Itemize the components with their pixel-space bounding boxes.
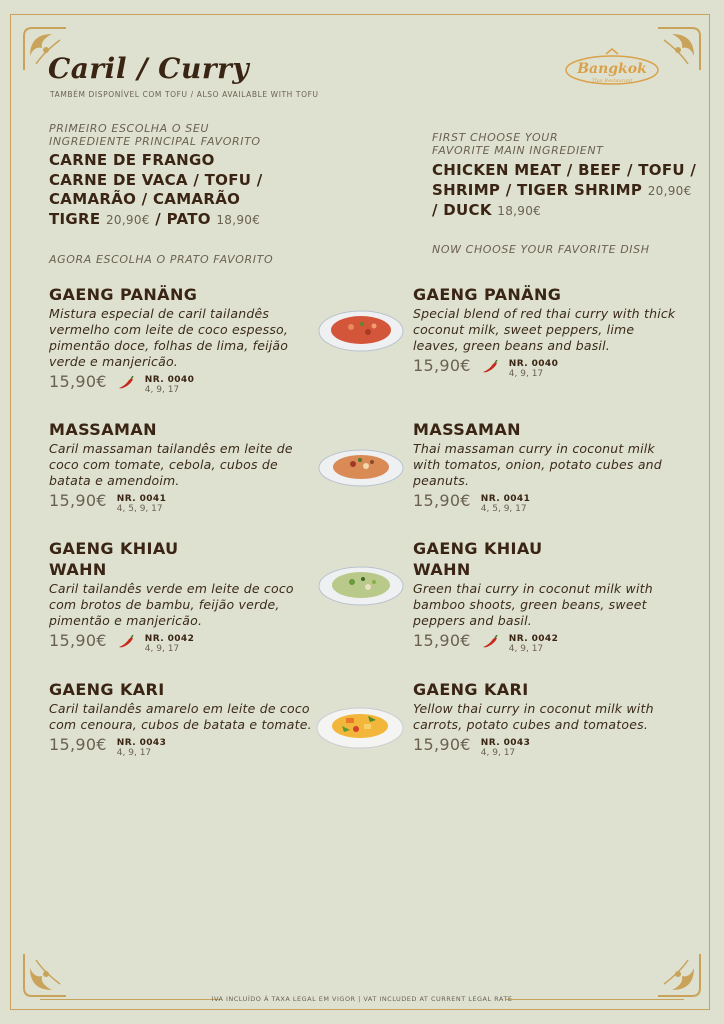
dish-name: GAENG KARI [413, 680, 529, 699]
item-number: NR. 0040 [508, 359, 559, 369]
dish-price: 15,90€ [49, 372, 107, 391]
menu-item-gaeng-kari-en [413, 679, 683, 758]
dish-price: 15,90€ [413, 735, 471, 754]
restaurant-logo [562, 48, 662, 88]
dish-price: 15,90€ [413, 491, 471, 510]
allergens: 4, 9, 17 [508, 644, 544, 654]
vat-note: IVA INCLUÍDO À TAXA LEGAL EM VIGOR | VAT INCLUDED AT CURRENT LEGAL RATE [211, 995, 513, 1003]
dish-price: 15,90€ [413, 631, 471, 650]
dish-description: Green thai curry in coconut milk with bamboo shoots, green beans, sweet peppers and basil. [413, 581, 653, 628]
choose-dish-label-pt: AGORA ESCOLHA O PRATO FAVORITO [49, 253, 274, 266]
item-number: NR. 0041 [480, 494, 531, 504]
price-duck: 18,90€ [497, 204, 542, 218]
dish-description: Special blend of red thai curry with thick coconut milk, sweet peppers, lime leaves, green beans and basil. [413, 306, 676, 353]
tofu-availability-note: TAMBÉM DISPONÍVEL COM TOFU / ALSO AVAILABLE WITH TOFU [50, 90, 319, 99]
dish-description: Caril tailandês amarelo em leite de coco com cenoura, cubos de batata e tomate. [49, 701, 312, 732]
ingredient-list-pt: CARNE DE FRANGO CARNE DE VACA / TOFU / CAMARÃO / CAMARÃO TIGRE 20,90€ / PATO 18,90€ [49, 151, 263, 228]
dish-name: GAENG PANÄNG [49, 285, 198, 304]
dish-price: 15,90€ [413, 356, 471, 375]
allergens: 4, 5, 9, 17 [116, 504, 163, 514]
allergens: 4, 9, 17 [480, 748, 516, 758]
chili-pepper-icon [481, 360, 499, 374]
allergens: 4, 9, 17 [508, 369, 544, 379]
ingredient-list-en: CHICKEN MEAT / BEEF / TOFU / SHRIMP / TIGER SHRIMP 20,90€ / DUCK 18,90€ [432, 161, 697, 219]
corner-ornament-icon [656, 26, 702, 72]
price-premium: 20,90€ [105, 212, 150, 227]
menu-item-massaman-pt [49, 419, 314, 514]
dish-price: 15,90€ [49, 735, 107, 754]
massaman-curry-bowl-photo [318, 444, 404, 490]
allergens: 4, 5, 9, 17 [480, 504, 527, 514]
dish-price: 15,90€ [49, 631, 107, 650]
item-number: NR. 0042 [144, 634, 195, 644]
dish-name: GAENG PANÄNG [413, 285, 562, 304]
allergens: 4, 9, 17 [144, 644, 180, 654]
menu-item-gaeng-khiau-wahn-pt [49, 538, 314, 654]
menu-item-gaeng-panang-pt [49, 284, 314, 395]
dish-name: GAENG KHIAU WAHN [413, 539, 543, 579]
item-number: NR. 0040 [144, 375, 195, 385]
dish-price: 15,90€ [49, 491, 107, 510]
menu-item-gaeng-khiau-wahn-en [413, 538, 683, 654]
corner-ornament-icon [656, 952, 702, 998]
yellow-curry-plate-photo [316, 702, 404, 750]
choose-ingredient-label-en: FIRST CHOOSE YOUR FAVORITE MAIN INGREDIENT [432, 131, 604, 157]
corner-ornament-icon [22, 952, 68, 998]
svg-text:Thai Restaurant: Thai Restaurant [591, 78, 633, 84]
price-duck: 18,90€ [216, 212, 261, 227]
allergens: 4, 9, 17 [144, 385, 180, 395]
page-title: Caril / Curry [48, 52, 250, 85]
menu-item-gaeng-panang-en [413, 284, 683, 379]
dish-description: Thai massaman curry in coconut milk with tomatos, onion, potato cubes and peanuts. [413, 441, 662, 488]
item-number: NR. 0041 [116, 494, 167, 504]
svg-text:Bangkok: Bangkok [577, 61, 647, 77]
green-curry-bowl-photo [318, 563, 404, 609]
dish-name: GAENG KHIAU WAHN [49, 539, 179, 579]
item-number: NR. 0043 [480, 738, 531, 748]
price-premium: 20,90€ [647, 183, 692, 198]
dish-description: Caril massaman tailandês em leite de coco com tomate, cebola, cubos de batata e amendoim. [49, 441, 293, 488]
item-number: NR. 0042 [508, 634, 559, 644]
dish-description: Caril tailandês verde em leite de coco com brotos de bambu, feijão verde, pimentão e manjericão. [49, 581, 294, 628]
menu-item-massaman-en [413, 419, 683, 514]
choose-dish-label-en: NOW CHOOSE YOUR FAVORITE DISH [432, 243, 650, 256]
dish-name: MASSAMAN [413, 420, 521, 439]
dish-name: GAENG KARI [49, 680, 165, 699]
menu-item-gaeng-kari-pt [49, 679, 314, 758]
chili-pepper-icon [481, 635, 499, 649]
red-curry-bowl-photo [318, 307, 404, 353]
allergens: 4, 9, 17 [116, 748, 152, 758]
dish-description: Mistura especial de caril tailandês vermelho com leite de coco espesso, pimentão doce, folhas de lima, feijão verde e manjericão. [49, 306, 289, 369]
choose-ingredient-label-pt: PRIMEIRO ESCOLHA O SEU INGREDIENTE PRINCIPAL FAVORITO [49, 122, 261, 148]
dish-name: MASSAMAN [49, 420, 157, 439]
chili-pepper-icon [117, 635, 135, 649]
dish-description: Yellow thai curry in coconut milk with carrots, potato cubes and tomatoes. [413, 701, 654, 732]
item-number: NR. 0043 [116, 738, 167, 748]
chili-pepper-icon [117, 376, 135, 390]
